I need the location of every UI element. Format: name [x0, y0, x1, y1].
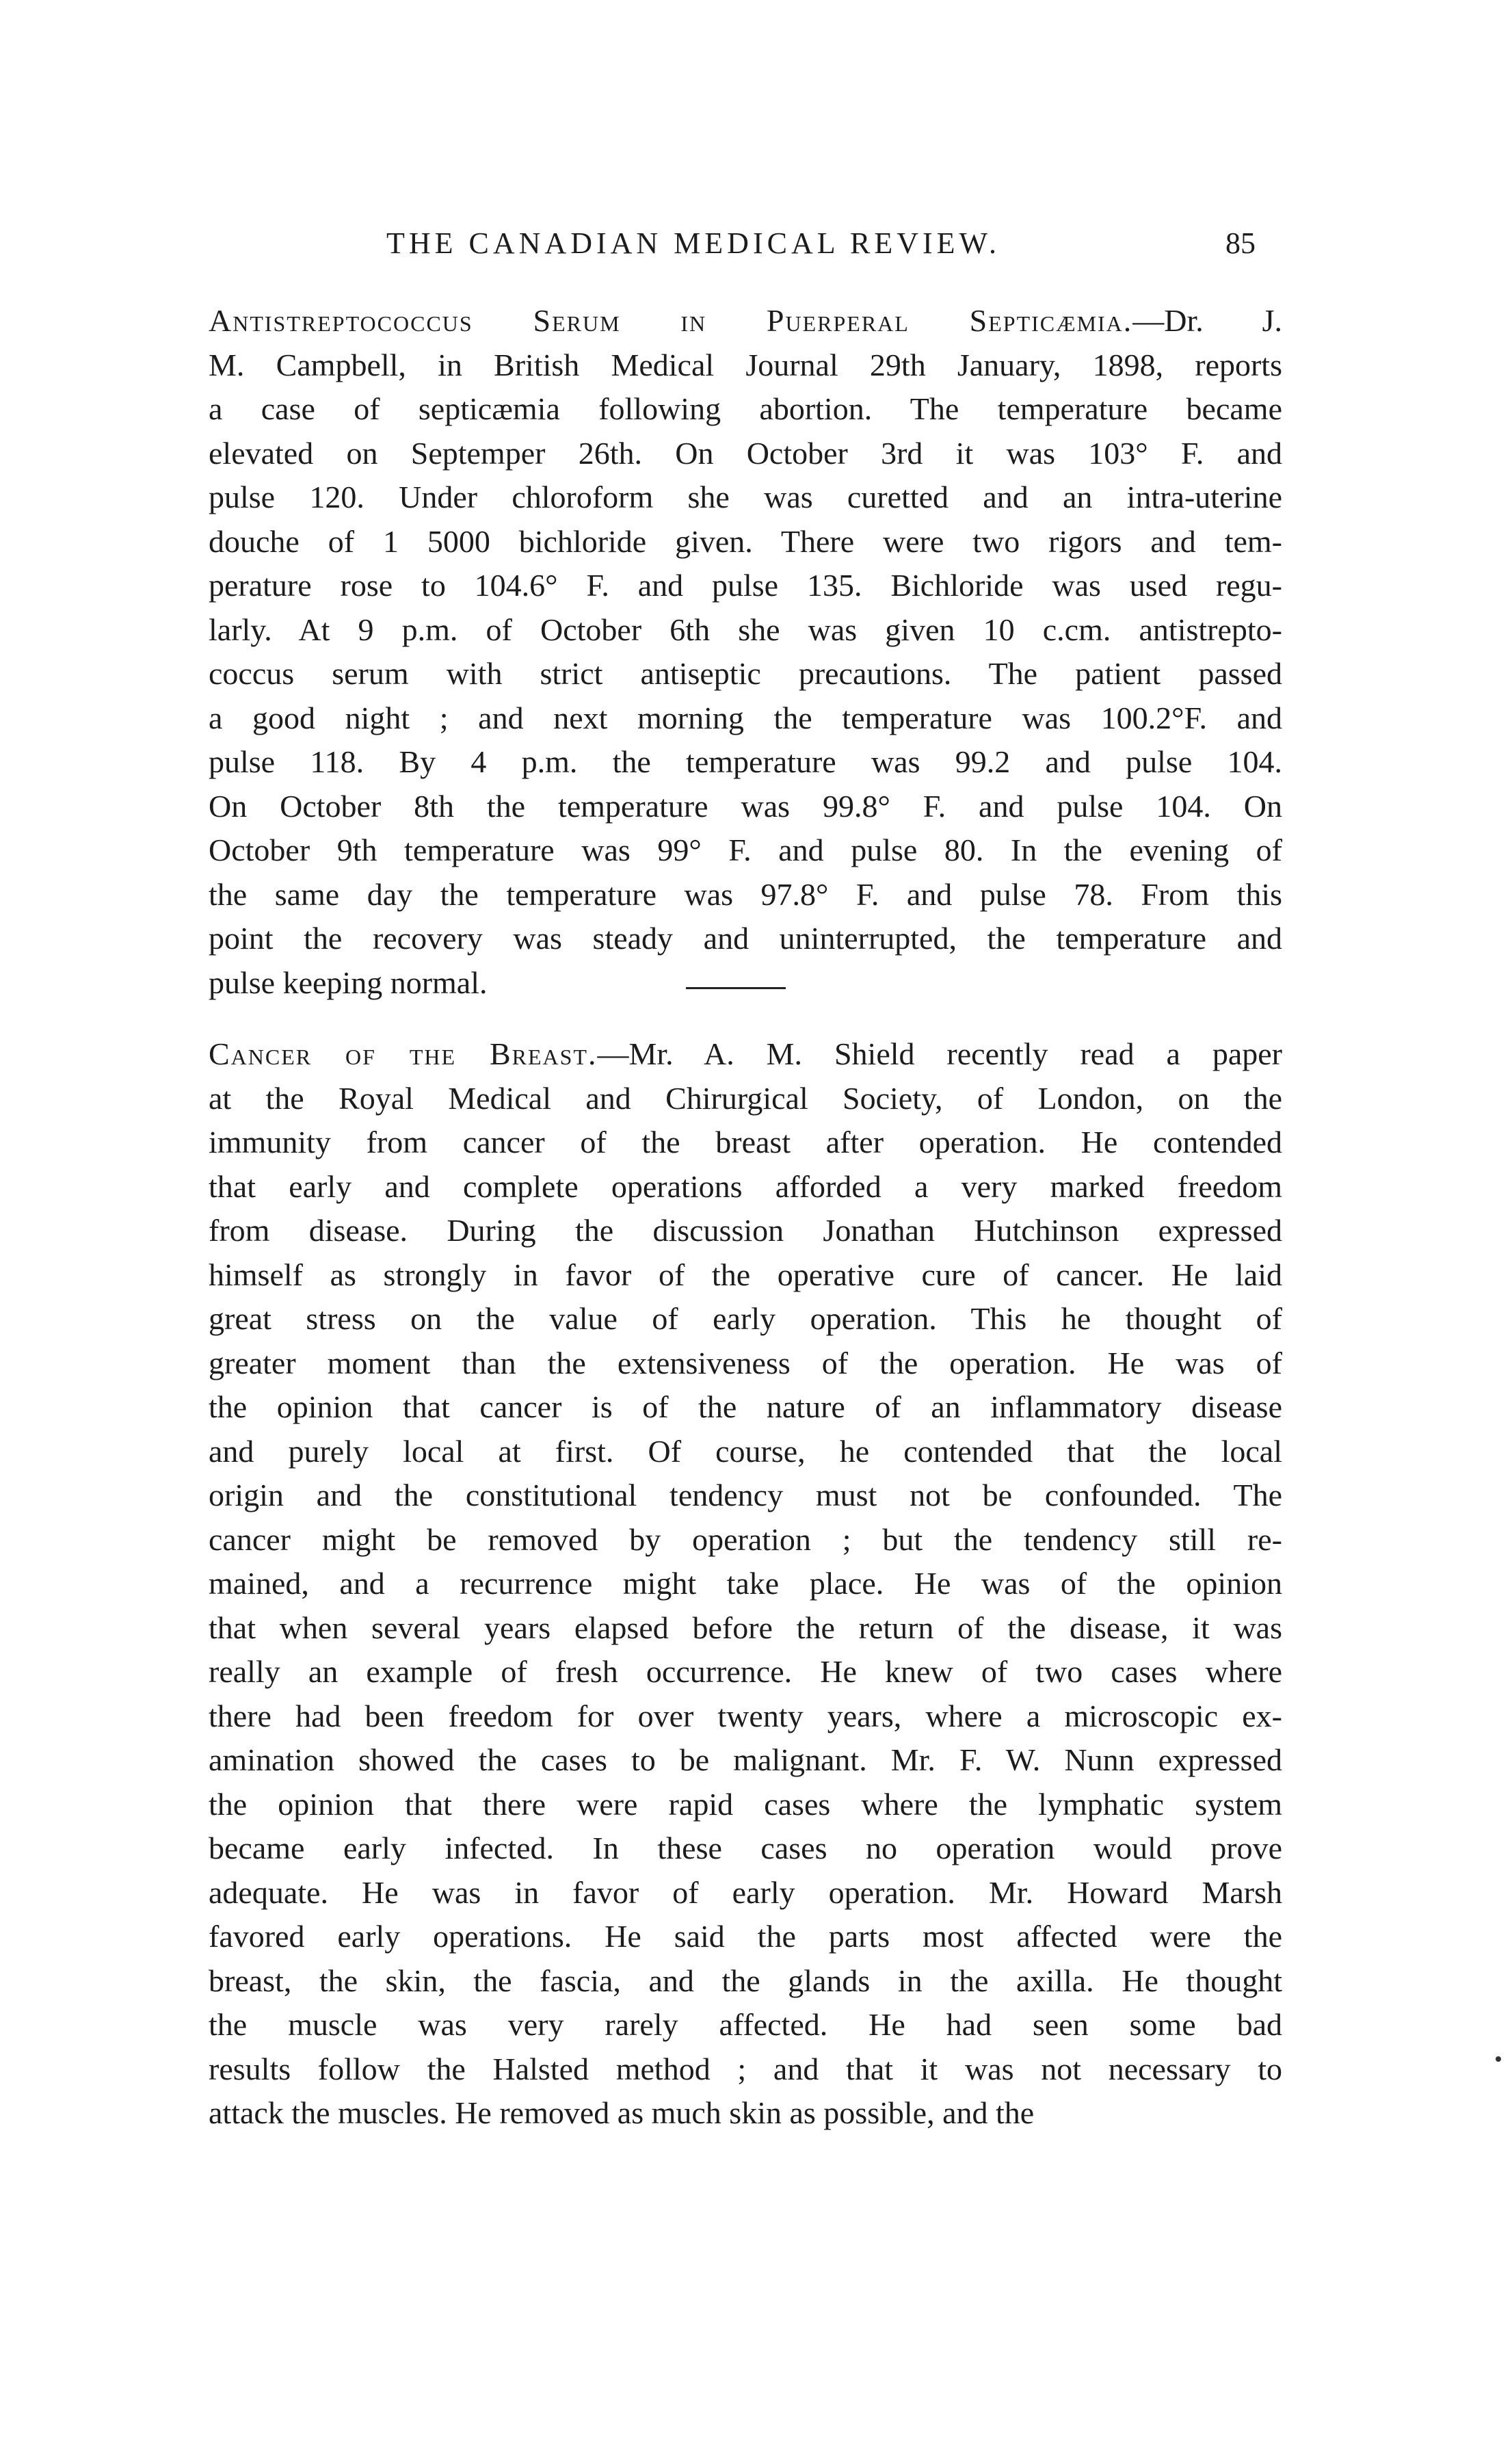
line-text: pulse 120. Under chloroform she was curetted and an intra-uterine [209, 480, 1282, 514]
text-line [209, 564, 1282, 608]
text-line [209, 1032, 1282, 1077]
line-text: from disease. During the discussion Jonathan Hutchinson expressed [209, 1213, 1282, 1248]
line-text: douche of 1 5000 bichloride given. There were two rigors and tem- [209, 523, 1282, 559]
line-text: a case of septicæmia following abortion. The temperature became [209, 391, 1282, 426]
text-line [209, 1297, 1282, 1341]
margin-mark [1496, 2056, 1501, 2062]
text-line [209, 1165, 1282, 1209]
text-line [209, 2091, 1282, 2136]
line-text: breast, the skin, the fascia, and the glands in the axilla. He thought [209, 1963, 1282, 1998]
line-text: that when several years elapsed before the return of the disease, it was [209, 1610, 1282, 1645]
line-text: pulse 118. By 4 p.m. the temperature was 99.2 and pulse 104. [209, 744, 1282, 779]
line-text: adequate. He was in favor of early operation. Mr. Howard Marsh [209, 1874, 1282, 1910]
article-heading: Cancer of the Breast. [209, 1036, 598, 1071]
line-text: that early and complete operations afforded a very marked freedom [209, 1168, 1282, 1204]
line-text: the opinion that there were rapid cases where the lymphatic system [209, 1786, 1282, 1822]
line-text: larly. At 9 p.m. of October 6th she was given 10 c.cm. antistrepto- [209, 612, 1282, 647]
line-text: perature rose to 104.6° F. and pulse 135. Bichloride was used regu- [209, 568, 1282, 603]
text-line [209, 608, 1282, 653]
article-heading: Antistreptococcus Serum in Puerperal Septicæmia. [209, 303, 1133, 338]
text-line [209, 696, 1282, 741]
line-text: On October 8th the temperature was 99.8° F. and pulse 104. On [209, 788, 1282, 824]
line-text: the same day the temperature was 97.8° F. and pulse 78. From this [209, 876, 1282, 912]
line-text: at the Royal Medical and Chirurgical Society, of London, on the [209, 1080, 1282, 1116]
line-text: pulse keeping normal. [209, 965, 488, 1000]
line-text: origin and the constitutional tendency must not be confounded. The [209, 1478, 1282, 1512]
text-line [209, 2047, 1282, 2092]
text-line [209, 740, 1282, 785]
article-cancer-of-the-breast [209, 1032, 1282, 2136]
section-divider [686, 987, 786, 989]
text-line [209, 343, 1282, 388]
line-text: elevated on Septemper 26th. On October 3rd it was 103° F. and [209, 435, 1282, 471]
text-line [209, 1341, 1282, 1386]
line-text: amination showed the cases to be malignant. Mr. F. W. Nunn expressed [209, 1742, 1282, 1777]
line-text: a good night ; and next morning the temperature was 100.2°F. and [209, 700, 1282, 735]
text-line [209, 475, 1282, 520]
line-text: point the recovery was steady and uninterrupted, the temperature and [209, 921, 1282, 956]
article-antistreptococcus-serum [209, 299, 1282, 1005]
text-line [209, 1253, 1282, 1298]
line-text: the muscle was very rarely affected. He had seen some bad [209, 2007, 1282, 2042]
text-line [209, 961, 1282, 1006]
text-line [209, 432, 1282, 476]
text-line [209, 2003, 1282, 2047]
line-text: the opinion that cancer is of the nature of an inflammatory disease [209, 1389, 1282, 1424]
line-text: coccus serum with strict antiseptic precautions. The patient passed [209, 656, 1282, 691]
line-text: there had been freedom for over twenty years, where a microscopic ex- [209, 1698, 1282, 1733]
running-head: THE CANADIAN MEDICAL REVIEW. [386, 226, 1000, 260]
text-line [209, 299, 1282, 343]
text-line [209, 652, 1282, 696]
text-line [209, 1606, 1282, 1651]
text-line [209, 1518, 1282, 1562]
text-line [209, 1694, 1282, 1739]
line-text: —Dr. J. [1132, 303, 1283, 338]
text-line [209, 1915, 1282, 1959]
line-text: cancer might be removed by operation ; but the tendency still re- [209, 1521, 1282, 1557]
text-line [209, 917, 1282, 961]
text-line [209, 1783, 1282, 1827]
line-text: attack the muscles. He removed as much skin as possible, and the [209, 2095, 1035, 2130]
text-line [209, 1826, 1282, 1871]
text-line [209, 1430, 1282, 1474]
line-text: results follow the Halsted method ; and that it was not necessary to [209, 2051, 1282, 2086]
text-line [209, 1209, 1282, 1253]
line-text: mained, and a recurrence might take place. He was of the opinion [209, 1566, 1282, 1601]
text-line [209, 1738, 1282, 1783]
line-text: M. Campbell, in British Medical Journal 29th January, 1898, reports [209, 347, 1282, 382]
text-line [209, 1385, 1282, 1430]
line-text: greater moment than the extensiveness of the operation. He was of [209, 1345, 1282, 1380]
line-text: himself as strongly in favor of the operative cure of cancer. He laid [209, 1257, 1282, 1292]
text-line [209, 873, 1282, 917]
text-line [209, 1473, 1282, 1518]
line-text: favored early operations. He said the parts most affected were the [209, 1919, 1282, 1954]
text-line [209, 785, 1282, 829]
line-text: October 9th temperature was 99° F. and pulse 80. In the evening of [209, 833, 1282, 867]
line-text: —Mr. A. M. Shield recently read a paper [597, 1036, 1282, 1071]
text-line [209, 387, 1282, 432]
text-line [209, 1871, 1282, 1915]
text-line [209, 828, 1282, 873]
line-text: immunity from cancer of the breast after operation. He contended [209, 1125, 1282, 1159]
text-line [209, 1077, 1282, 1121]
line-text: great stress on the value of early operation. This he thought of [209, 1301, 1282, 1336]
text-line [209, 1959, 1282, 2004]
text-line [209, 1562, 1282, 1606]
page-number: 85 [1225, 226, 1256, 260]
line-text: and purely local at first. Of course, he contended that the local [209, 1433, 1282, 1469]
text-line [209, 520, 1282, 564]
line-text: became early infected. In these cases no operation would prove [209, 1831, 1282, 1865]
text-line [209, 1120, 1282, 1165]
line-text: really an example of fresh occurrence. He knew of two cases where [209, 1654, 1282, 1689]
text-line [209, 1650, 1282, 1694]
